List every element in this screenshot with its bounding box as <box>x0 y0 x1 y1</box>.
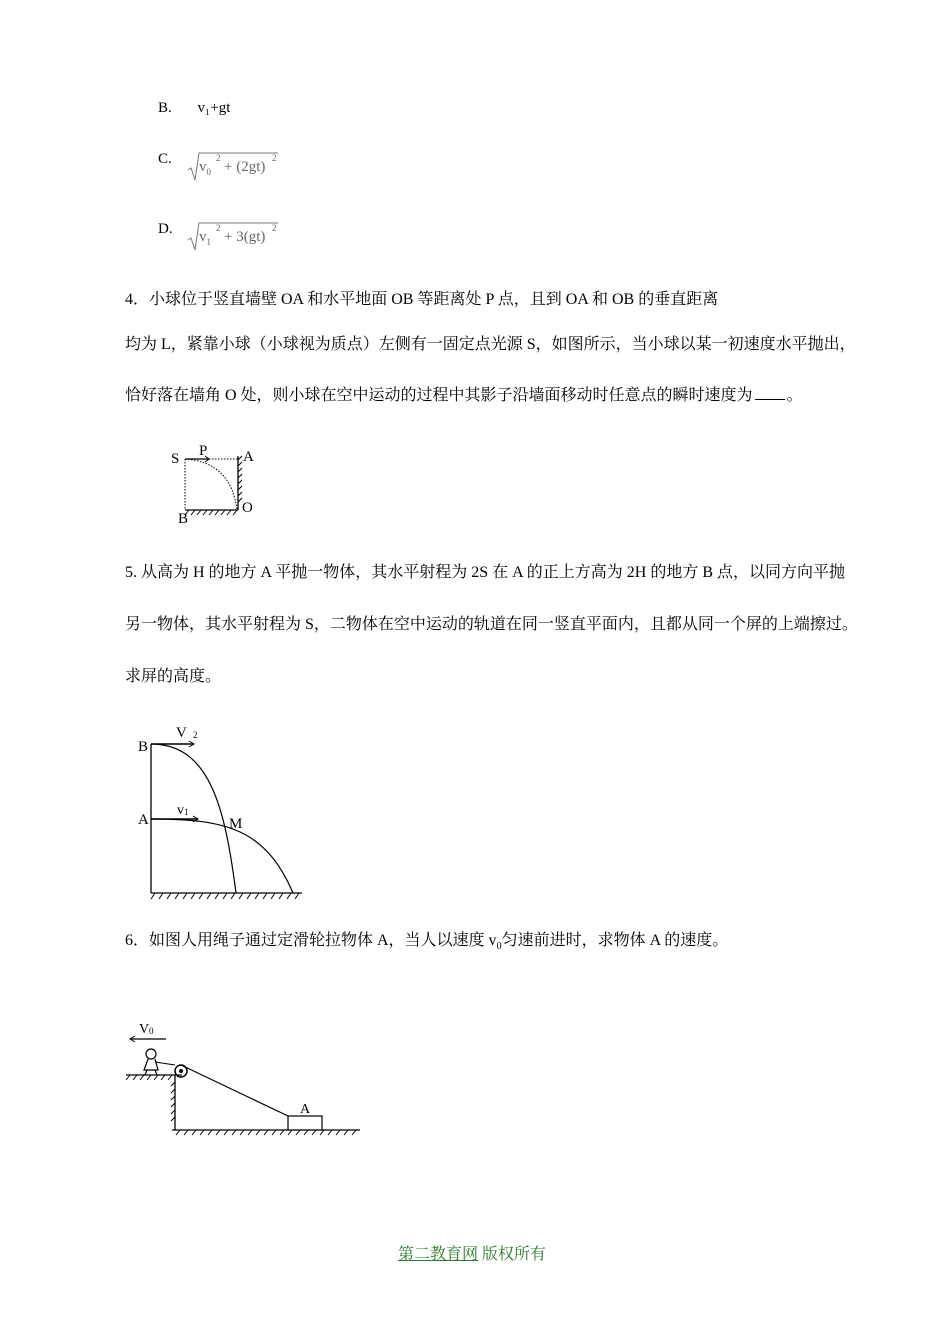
q5-figure <box>130 718 315 904</box>
q5-line1: 5. 从高为 H 的地方 A 平抛一物体，其水平射程为 2S 在 A 的正上方高为 2H 的地方 B 点，以同方向平抛 <box>125 564 846 581</box>
q5-label-v1: v <box>177 803 184 818</box>
q4-line2: 均为 L，紧靠小球（小球视为质点）左侧有一固定点光源 S，如图所示，当小球以某一初速度水平抛出， <box>125 336 856 353</box>
q4-line3-end: 。 <box>786 387 803 404</box>
q5-label-v1-sub: 1 <box>184 807 189 817</box>
option-d-formula <box>186 220 286 254</box>
footer-rest: 版权所有 <box>478 1246 547 1263</box>
block-a <box>288 1116 322 1130</box>
q4-label-a: A <box>243 449 254 465</box>
option-c-v: v <box>199 159 207 175</box>
q6-label-v0-sub: 0 <box>149 1026 154 1036</box>
option-b-text: v₁+gt <box>197 100 231 116</box>
option-d-v: v <box>199 229 207 245</box>
option-c-rest: + (2gt) <box>224 159 266 175</box>
option-b <box>158 100 230 117</box>
answer-blank <box>755 398 785 400</box>
q5-label-b: B <box>138 739 149 755</box>
q4-label-s: S <box>171 451 180 467</box>
option-c-sup: 2 <box>216 153 221 163</box>
q5-line3: 求屏的高度。 <box>125 668 222 685</box>
option-c-label: C. <box>158 151 172 167</box>
q6-line1 <box>125 927 728 952</box>
q5-label-v2-sub: 2 <box>193 730 198 740</box>
footer-link[interactable]: 第二教育网 <box>398 1246 479 1263</box>
q4-label-o: O <box>242 500 253 516</box>
option-d-sup: 2 <box>216 223 221 233</box>
person-icon <box>144 1049 175 1075</box>
q6-figure <box>120 1012 370 1137</box>
option-d-rest: + 3(gt) <box>224 229 266 245</box>
q4-label-p: P <box>199 443 208 459</box>
option-d-sub: 1 <box>206 237 211 247</box>
q4-figure <box>165 440 275 530</box>
q5-label-v2: V <box>176 725 187 741</box>
q4-line1: 4．小球位于竖直墙壁 OA 和水平地面 OB 等距离处 P 点，且到 OA 和 OB 的垂直距离 <box>125 291 719 308</box>
option-c-formula <box>186 150 286 184</box>
option-b-label: B. <box>158 100 172 116</box>
q6-line1-sub: 0 <box>496 941 502 953</box>
q5-label-m: M <box>229 816 243 832</box>
q4-line3 <box>125 382 803 405</box>
option-d-sup2: 2 <box>272 223 277 233</box>
q4-label-b: B <box>178 511 189 527</box>
option-c-sup2: 2 <box>272 153 277 163</box>
q5-label-a: A <box>138 812 149 828</box>
option-c-sub: 0 <box>206 167 211 177</box>
q5-line2: 另一物体，其水平射程为 S，二物体在空中运动的轨道在同一竖直平面内，且都从同一个屏的上端擦过。 <box>125 616 858 633</box>
q4-line3-text: 恰好落在墙角 O 处，则小球在空中运动的过程中其影子沿墙面移动时任意点的瞬时速度为 <box>125 387 753 404</box>
q6-line1-a: 6．如图人用绳子通过定滑轮拉物体 A，当人以速度 v <box>125 932 497 949</box>
q6-line1-b: 匀速前进时，求物体 A 的速度。 <box>501 932 729 949</box>
q6-label-v0: V <box>139 1022 150 1037</box>
q6-label-a: A <box>300 1102 311 1117</box>
footer <box>398 1241 546 1264</box>
option-d-label: D. <box>158 221 173 237</box>
